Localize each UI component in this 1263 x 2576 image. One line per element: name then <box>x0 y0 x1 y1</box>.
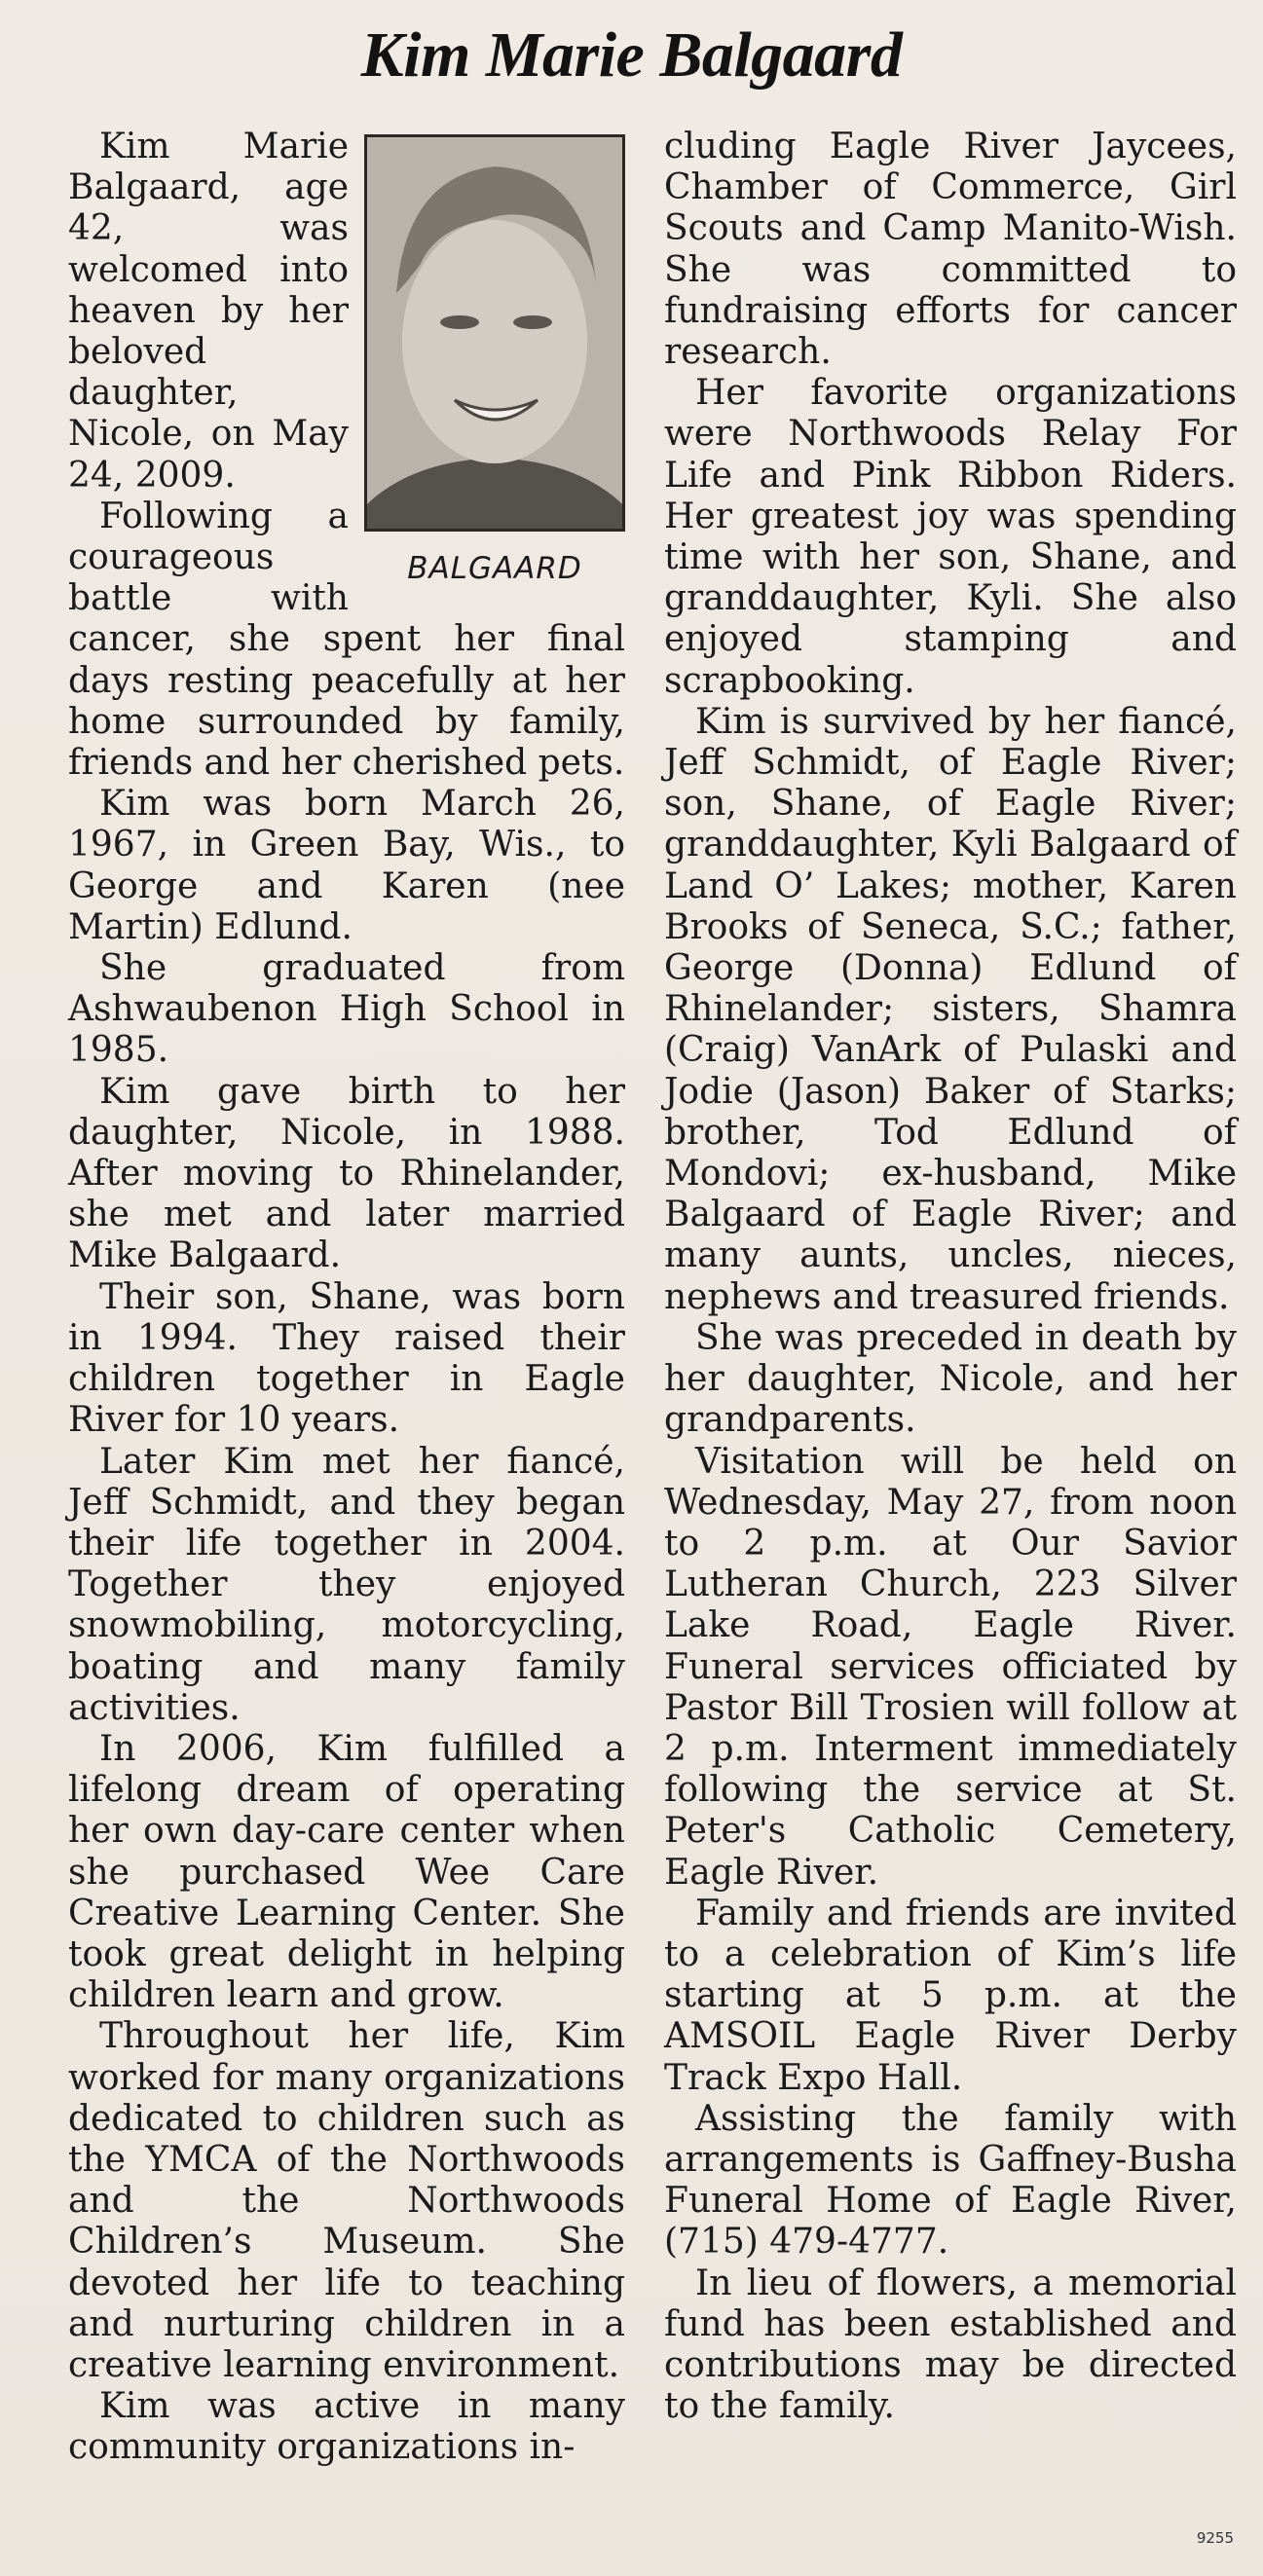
paragraph: Visitation will be held on Wednesday, May 27, from noon to 2 p.m. at Our Savior Lutheran Church, 223 Silver Lake Road, Eagle River. Funeral services officiated by Pastor Bill Trosien will follow at 2 p.m. Interment immediately following the service at St. Peter's Catholic Cemetery, Eagle River. <box>664 1441 1237 1893</box>
paragraph: Kim is survived by her fiancé, Jeff Schmidt, of Eagle River; son, Shane, of Eagle River; granddaughter, Kyli Balgaard of Land O’ Lakes; mother, Karen Brooks of Seneca, S.C.; father, George (Donna) Edlund of Rhinelander; sisters, Shamra (Craig) VanArk of Pulaski and Jodie (Jason) Baker of Starks; brother, Tod Edlund of Mondovi; ex-husband, Mike Balgaard of Eagle River; and many aunts, uncles, nieces, nephews and treasured friends. <box>664 701 1237 1317</box>
portrait-photo <box>364 134 625 532</box>
paragraph: She was preceded in death by her daughter, Nicole, and her grandparents. <box>664 1317 1237 1441</box>
paragraph: Following a courageous battle with cancer, she spent her final days resting peacefully at her home surrounded by family, friends and her cherished pets. <box>68 496 625 784</box>
paragraph: Kim was active in many community organizations in- <box>68 2386 625 2468</box>
photo-block <box>364 134 625 592</box>
paragraph: Their son, Shane, was born in 1994. They raised their children together in Eagle River for 10 years. <box>68 1276 625 1441</box>
paragraph: Kim gave birth to her daughter, Nicole, in 1988. After moving to Rhinelander, she met and later married Mike Balgaard. <box>68 1071 625 1276</box>
paragraph: In 2006, Kim fulfilled a lifelong dream of operating her own day-care center when she purchased Wee Care Creative Learning Center. She took great delight in helping children learn and grow. <box>68 1728 625 2016</box>
obituary-title: Kim Marie Balgaard <box>360 19 903 91</box>
paragraph: She graduated from Ashwaubenon High School in 1985. <box>68 948 625 1071</box>
paragraph: Throughout her life, Kim worked for many organizations dedicated to children such as the YMCA of the Northwoods and the Northwoods Children’s Museum. She devoted her life to teaching and nurturing children in a creative learning environment. <box>68 2016 625 2385</box>
portrait-icon <box>367 137 622 529</box>
ad-code: 9255 <box>1196 2529 1234 2547</box>
paragraph: Assisting the family with arrangements is Gaffney-Busha Funeral Home of Eagle River, (715) 479-4777. <box>664 2098 1237 2263</box>
photo-caption: BALGAARD <box>407 551 582 586</box>
right-column <box>664 127 1237 2541</box>
article-body <box>68 127 1237 2560</box>
paragraph: Her favorite organizations were Northwoods Relay For Life and Pink Ribbon Riders. Her greatest joy was spending time with her son, Shane, and granddaughter, Kyli. She also enjoyed stamping and scrapbooking. <box>664 373 1237 701</box>
paragraph: cluding Eagle River Jaycees, Chamber of Commerce, Girl Scouts and Camp Manito-Wish. She was committed to fundraising efforts for cancer research. <box>664 127 1237 373</box>
paragraph: In lieu of flowers, a memorial fund has been established and contributions may be directed to the family. <box>664 2263 1237 2427</box>
paragraph: Later Kim met her fiancé, Jeff Schmidt, and they began their life together in 2004. Together they enjoyed snowmobiling, motorcycling, boating and many family activities. <box>68 1441 625 1728</box>
paragraph: Family and friends are invited to a celebration of Kim’s life starting at 5 p.m. at the AMSOIL Eagle River Derby Track Expo Hall. <box>664 1893 1237 2098</box>
paragraph: Kim Marie Balgaard, age 42, was welcomed into heaven by her beloved daughter, Nicole, on May 24, 2009. <box>68 127 349 496</box>
paragraph: Kim was born March 26, 1967, in Green Bay, Wis., to George and Karen (nee Martin) Edlund. <box>68 784 625 947</box>
left-column <box>68 127 625 2541</box>
